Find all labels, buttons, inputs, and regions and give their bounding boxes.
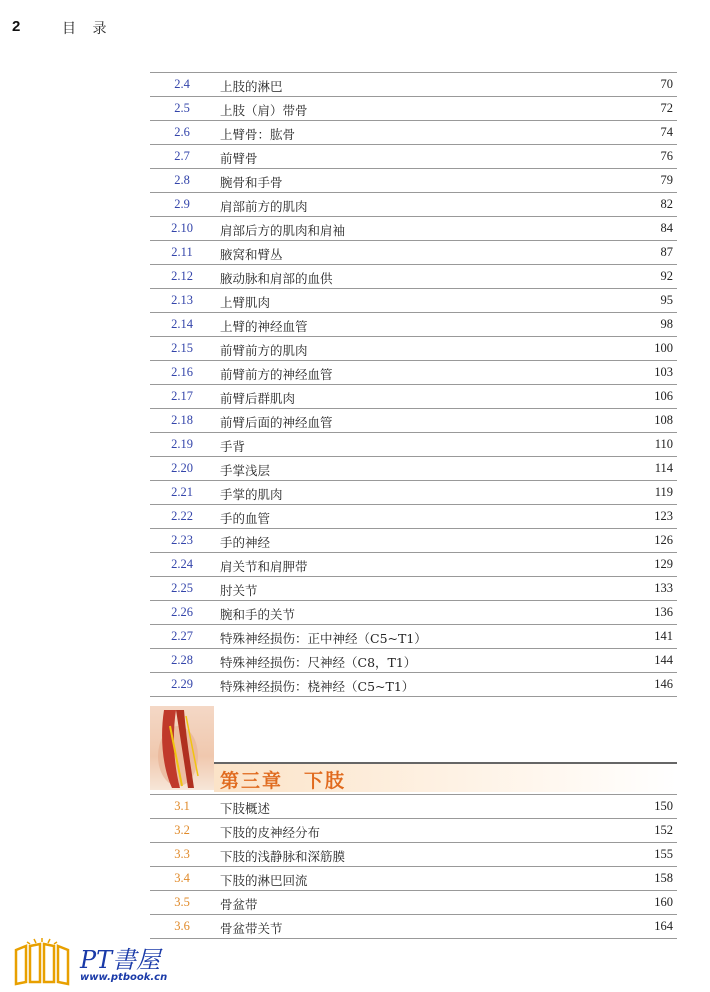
- toc-row[interactable]: [150, 145, 677, 169]
- section-number: 2.13: [171, 293, 193, 307]
- toc-row[interactable]: [150, 241, 677, 265]
- chapter-3-title: 第三章 下肢: [220, 770, 347, 792]
- section-number: 3.4: [174, 871, 190, 885]
- section-number: 3.2: [174, 823, 190, 837]
- toc-row[interactable]: [150, 193, 677, 217]
- section-title: 前臂前方的神经血管: [220, 367, 333, 382]
- section-page: 155: [654, 847, 673, 861]
- section-title: 腕骨和手骨: [220, 175, 283, 190]
- toc-row[interactable]: [150, 505, 677, 529]
- section-page: 152: [654, 823, 673, 837]
- section-page: 144: [654, 653, 673, 667]
- section-number: 2.8: [174, 173, 190, 187]
- toc-row[interactable]: [150, 121, 677, 145]
- anatomy-illustration: [150, 706, 214, 790]
- toc-row[interactable]: [150, 577, 677, 601]
- section-page: 108: [654, 413, 673, 427]
- chapter-3-banner: [150, 706, 677, 790]
- section-title: 腕和手的关节: [220, 607, 296, 622]
- section-title: 前臂前方的肌肉: [220, 343, 308, 358]
- section-number: 2.25: [171, 581, 193, 595]
- section-number: 2.20: [171, 461, 193, 475]
- toc-row[interactable]: [150, 481, 677, 505]
- section-number: 2.10: [171, 221, 193, 235]
- section-page: 129: [654, 557, 673, 571]
- section-page: 100: [654, 341, 673, 355]
- toc-row[interactable]: [150, 673, 677, 697]
- section-title: 腋窝和臂丛: [220, 247, 283, 262]
- toc-row[interactable]: [150, 649, 677, 673]
- section-title: 肩部前方的肌肉: [220, 199, 308, 214]
- toc-row[interactable]: [150, 217, 677, 241]
- watermark-logo: [12, 936, 212, 986]
- section-title: 上肢的淋巴: [220, 79, 283, 94]
- watermark-url: www.ptbook.cn: [80, 972, 168, 983]
- section-title: 手掌的肌肉: [220, 487, 283, 502]
- section-number: 2.11: [171, 245, 193, 259]
- section-page: 72: [660, 101, 673, 115]
- page-label: 目 录: [62, 21, 113, 37]
- section-title: 下肢的浅静脉和深筋膜: [220, 849, 346, 864]
- section-title: 腋动脉和肩部的血供: [220, 271, 333, 286]
- section-number: 3.1: [174, 799, 190, 813]
- section-title: 前臂骨: [220, 151, 258, 166]
- section-title: 手背: [220, 439, 246, 454]
- section-title: 肩关节和肩胛带: [220, 559, 308, 574]
- toc-row[interactable]: [150, 313, 677, 337]
- section-page: 106: [654, 389, 673, 403]
- section-title: 下肢的淋巴回流: [220, 873, 308, 888]
- section-title: 上肢（肩）带骨: [220, 103, 308, 118]
- section-page: 123: [654, 509, 673, 523]
- section-number: 2.23: [171, 533, 193, 547]
- page-number: 2: [12, 18, 21, 35]
- section-page: 126: [654, 533, 673, 547]
- section-title: 手的神经: [220, 535, 271, 550]
- section-number: 2.21: [171, 485, 193, 499]
- section-number: 2.24: [171, 557, 193, 571]
- section-title: 下肢的皮神经分布: [220, 825, 321, 840]
- toc-row[interactable]: [150, 361, 677, 385]
- book-logo-icon: [12, 936, 72, 986]
- section-number: 2.29: [171, 677, 193, 691]
- section-title: 上臂肌肉: [220, 295, 271, 310]
- section-page: 70: [660, 77, 673, 91]
- section-page: 103: [654, 365, 673, 379]
- section-page: 141: [654, 629, 673, 643]
- section-title: 特殊神经损伤：桡神经（C5~T1）: [220, 679, 415, 694]
- toc-row[interactable]: [150, 795, 677, 819]
- section-title: 骨盆带关节: [220, 921, 283, 936]
- section-number: 2.4: [174, 77, 190, 91]
- section-title: 前臂后面的神经血管: [220, 415, 333, 430]
- section-title: 上臂的神经血管: [220, 319, 308, 334]
- section-page: 82: [660, 197, 673, 211]
- section-number: 2.9: [174, 197, 190, 211]
- section-page: 164: [654, 919, 673, 933]
- section-number: 2.16: [171, 365, 193, 379]
- section-title: 手掌浅层: [220, 463, 271, 478]
- section-page: 150: [654, 799, 673, 813]
- toc-row[interactable]: [150, 625, 677, 649]
- toc-row[interactable]: [150, 97, 677, 121]
- toc-chapter-2: [150, 72, 677, 697]
- section-page: 87: [660, 245, 673, 259]
- section-title: 骨盆带: [220, 897, 258, 912]
- section-page: 133: [654, 581, 673, 595]
- section-number: 3.6: [174, 919, 190, 933]
- section-title: 上臂骨：肱骨: [220, 127, 296, 142]
- section-number: 2.18: [171, 413, 193, 427]
- section-number: 2.14: [171, 317, 193, 331]
- section-title: 手的血管: [220, 511, 271, 526]
- section-number: 2.28: [171, 653, 193, 667]
- page-header: [12, 18, 113, 37]
- section-title: 肩部后方的肌肉和肩袖: [220, 223, 346, 238]
- section-page: 114: [654, 461, 673, 475]
- section-title: 特殊神经损伤：尺神经（C8，T1）: [220, 655, 417, 670]
- section-title: 下肢概述: [220, 801, 271, 816]
- section-page: 110: [654, 437, 673, 451]
- section-number: 2.19: [171, 437, 193, 451]
- section-page: 79: [660, 173, 673, 187]
- chapter-title-bar: [214, 762, 677, 792]
- section-page: 76: [660, 149, 673, 163]
- section-page: 119: [654, 485, 673, 499]
- section-title: 前臂后群肌肉: [220, 391, 296, 406]
- section-page: 146: [654, 677, 673, 691]
- toc-row[interactable]: [150, 73, 677, 97]
- toc-row[interactable]: [150, 385, 677, 409]
- toc-row[interactable]: [150, 819, 677, 843]
- section-page: 160: [654, 895, 673, 909]
- toc-row[interactable]: [150, 843, 677, 867]
- section-number: 2.26: [171, 605, 193, 619]
- toc-chapter-3: [150, 794, 677, 939]
- section-page: 95: [660, 293, 673, 307]
- section-number: 2.17: [171, 389, 193, 403]
- section-number: 2.12: [171, 269, 193, 283]
- toc-row[interactable]: [150, 457, 677, 481]
- toc-row[interactable]: [150, 409, 677, 433]
- toc-row[interactable]: [150, 289, 677, 313]
- section-number: 2.22: [171, 509, 193, 523]
- section-number: 2.6: [174, 125, 190, 139]
- section-number: 3.5: [174, 895, 190, 909]
- section-number: 2.7: [174, 149, 190, 163]
- section-number: 2.5: [174, 101, 190, 115]
- toc-row[interactable]: [150, 265, 677, 289]
- toc-row[interactable]: [150, 915, 677, 939]
- section-page: 92: [660, 269, 673, 283]
- section-title: 特殊神经损伤：正中神经（C5~T1）: [220, 631, 427, 646]
- section-page: 98: [660, 317, 673, 331]
- section-number: 2.15: [171, 341, 193, 355]
- toc-row[interactable]: [150, 433, 677, 457]
- toc-row[interactable]: [150, 337, 677, 361]
- toc-row[interactable]: [150, 553, 677, 577]
- section-number: 2.27: [171, 629, 193, 643]
- toc-row[interactable]: [150, 169, 677, 193]
- toc-row[interactable]: [150, 529, 677, 553]
- toc-row[interactable]: [150, 601, 677, 625]
- section-page: 136: [654, 605, 673, 619]
- section-title: 肘关节: [220, 583, 258, 598]
- section-page: 158: [654, 871, 673, 885]
- watermark-name: PT書屋: [80, 946, 161, 974]
- toc-row[interactable]: [150, 891, 677, 915]
- section-page: 84: [660, 221, 673, 235]
- section-page: 74: [660, 125, 673, 139]
- toc-row[interactable]: [150, 867, 677, 891]
- section-number: 3.3: [174, 847, 190, 861]
